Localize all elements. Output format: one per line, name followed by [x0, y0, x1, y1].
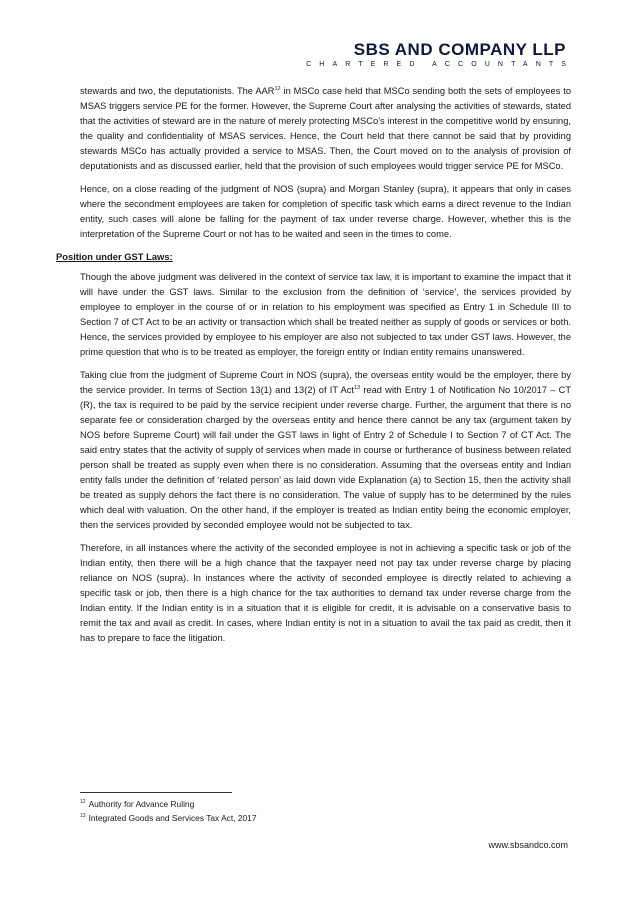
- footnote-text: Authority for Advance Ruling: [88, 799, 195, 809]
- paragraph-5: Therefore, in all instances where the activity of the seconded employee is not in achieving a specific task or job of the Indian entity, then there will be a high chance that the taxpayer need not pay tax under reverse charge by placing reliance on NOS (supra). In instances where the activity of seconded employee is directly related to achieving a specific task or job, then there is a high chance for the tax authorities to demand tax under reverse charge from the Indian entity. If the Indian entity is in a situation that it is eligible for credit, it is advisable on a conservative basis to remit the tax and avail as credit. In cases, where Indian entity is not in a situation to avail the tax paid as credit, then it has to prepare to face the litigation.: [80, 542, 571, 644]
- paragraph-4-text-b: read with Entry 1 of Notification No 10/2017 – CT (R), the tax is required to be paid by the service recipient under reverse charge. Further, the argument that there is no separate fee or consideration charged by the overseas entity and hence there cannot be any tax (argument taken by NOS before Supreme Court) will fail under the GST laws in light of Entry 2 of Schedule I to Section 7 of CT Act. The said entry states that the activity of supply of services when made in course or furtherance of business between related person shall be treated as supply even when there is no consideration. Assuming that the overseas entity and Indian entity falls under the definition of ‘related person’ as laid down vide Explanation (a) to Section 15, then the activity shall be treated as supply dehors the fact there is no consideration. The value of supply has to be determined by the rules which deal with valuation. On the other hand, if the employer is treated as Indian entity being the economic employer, then the services provided by seconded employee would not be subjected to tax.: [80, 384, 572, 531]
- paragraph-2: Hence, on a close reading of the judgment of NOS (supra) and Morgan Stanley (supra), it appears that only in cases where the secondment employees are taken for completion of specific task which earns a direct revenue to the Indian entity, such cases will alone be falling for the payment of tax under reverse charge. However, whether this is the interpretation of the Supreme Court or not has to be waited and seen in the times to come.: [80, 183, 571, 239]
- paragraph-1-text-b: in MSCo case held that MSCo sending both the sets of employees to MSAS triggers service PE for the former. However, the Supreme Court after analysing the activities of stewards, stated that the activities of steward are in the nature of merely protecting MSCo’s interest in the competitive world by ensuring, the quality and confidentiality of MSAS services. Hence, the Court held that there cannot be said that by providing stewards MSCo has actually provided a service to MSAS. Then, the Court moved on to the analysis of provision of deputationists and as discussed earlier, held that the provision of such employees would trigger service PE for MSCo.: [80, 86, 571, 172]
- section-heading: Position under GST Laws:: [56, 250, 173, 262]
- paragraph-3: Though the above judgment was delivered in the context of service tax law, it is important to examine the impact that it will have under the GST laws. Similar to the exclusion from the definition of ‘service’, the services provided by employee to employer in the course of or in relation to his employment was specified as Entry 1 in Schedule III to Section 7 of CT Act to be an activity or transaction which shall be treated neither as supply of goods or services or both. Hence, the services provided by employee to his employer are also not subjected to tax under GST laws. However, the prime question that who is to be treated as employer, the foreign entity or Indian entity remains unanswered.: [80, 271, 571, 358]
- firm-subtitle: CHARTERED ACCOUNTANTS: [306, 61, 574, 68]
- footnote-text: Integrated Goods and Services Tax Act, 2017: [88, 813, 257, 823]
- footnote-12: [80, 797, 256, 811]
- footnote-number: 13: [80, 813, 86, 820]
- footnote-ref-12[interactable]: 12: [274, 85, 281, 92]
- firm-logo: [306, 40, 574, 68]
- footnote-ref-13[interactable]: 13: [353, 384, 361, 391]
- website-link[interactable]: www.sbsandco.com: [488, 840, 568, 850]
- footnote-13: [80, 811, 256, 825]
- page-body: [56, 84, 571, 653]
- footnote-number: 12: [80, 799, 86, 806]
- paragraph-1-text-a: stewards and two, the deputationists. The AAR: [80, 86, 275, 96]
- firm-name: SBS AND COMPANY LLP: [353, 40, 566, 59]
- paragraph-4-text-a: Taking clue from the judgment of Supreme Court in NOS (supra), the overseas entity would be the employer, there by the service provider. In terms of Section 13(1) and 13(2) of IT Act: [80, 369, 571, 395]
- footnote-divider: [80, 792, 232, 793]
- footnotes: [80, 797, 256, 825]
- paragraph-1: [56, 84, 571, 175]
- paragraph-4: [56, 368, 571, 534]
